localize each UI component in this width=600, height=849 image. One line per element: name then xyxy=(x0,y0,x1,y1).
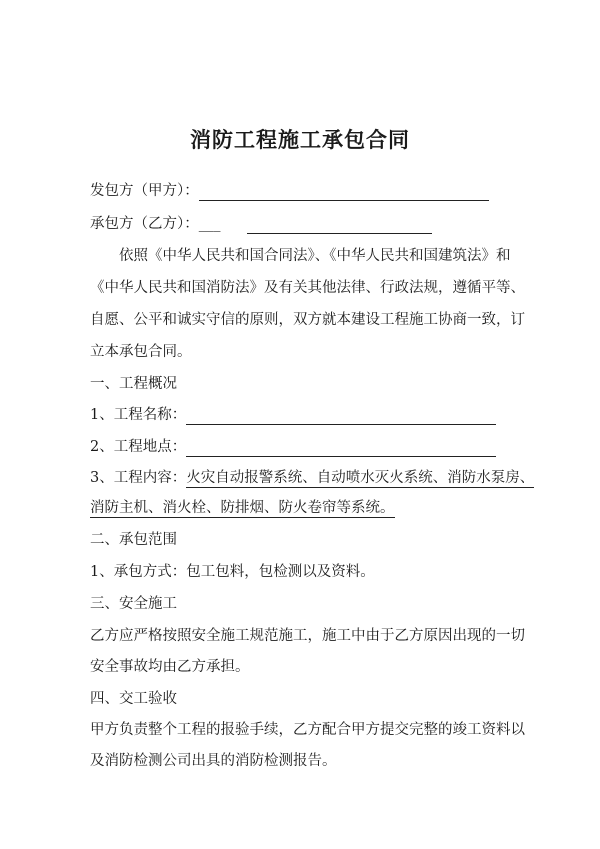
section-4-heading: 四、交工验收 xyxy=(90,691,177,707)
contract-method-line: 1、承包方式：包工包料，包检测以及资料。 xyxy=(90,564,375,580)
preamble-line-4: 立本承包合同。 xyxy=(90,344,192,360)
project-name-blank[interactable] xyxy=(186,407,496,425)
project-content-text-1: 火灾自动报警系统、自动喷水灭火系统、消防水泵房、 xyxy=(186,470,535,486)
section-1-heading: 一、工程概况 xyxy=(90,376,177,392)
project-content-text-2: 消防主机、消火栓、防排烟、防火卷帘等系统。 xyxy=(90,500,395,516)
preamble-line-3: 自愿、公平和诚实守信的原则，双方就本建设工程施工协商一致，订 xyxy=(90,312,525,328)
party-b-blank[interactable] xyxy=(247,216,432,234)
party-b-label: 承包方（乙方）： xyxy=(90,216,199,232)
party-b-line xyxy=(90,214,432,234)
party-a-blank[interactable] xyxy=(199,183,489,201)
project-name-line xyxy=(90,405,496,425)
acceptance-line-1: 甲方负责整个工程的报验手续，乙方配合甲方提交完整的竣工资料以 xyxy=(90,722,525,738)
party-a-label: 发包方（甲方）： xyxy=(90,183,199,199)
section-2-heading: 二、承包范围 xyxy=(90,532,177,548)
party-a-line xyxy=(90,181,489,201)
project-location-blank[interactable] xyxy=(186,439,496,457)
project-content-line-2 xyxy=(90,498,395,518)
project-location-label: 2、工程地点： xyxy=(90,439,187,455)
party-b-short-blank[interactable]: ___ xyxy=(198,216,221,232)
section-3-heading: 三、安全施工 xyxy=(90,596,177,612)
project-name-label: 1、工程名称： xyxy=(90,407,187,423)
safety-line-1: 乙方应严格按照安全施工规范施工，施工中由于乙方原因出现的一切 xyxy=(90,628,525,644)
safety-line-2: 安全事故均由乙方承担。 xyxy=(90,659,250,675)
project-location-line xyxy=(90,437,496,457)
project-content-line xyxy=(90,468,534,488)
preamble-line-2: 《中华人民共和国消防法》及有关其他法律、行政法规，遵循平等、 xyxy=(90,280,525,296)
project-content-label: 3、工程内容： xyxy=(90,470,187,486)
preamble-line-1: 依照《中华人民共和国合同法》、《中华人民共和国建筑法》和 xyxy=(119,248,511,264)
document-title: 消防工程施工承包合同 xyxy=(190,127,410,152)
acceptance-line-2: 及消防检测公司出具的消防检测报告。 xyxy=(90,753,337,769)
